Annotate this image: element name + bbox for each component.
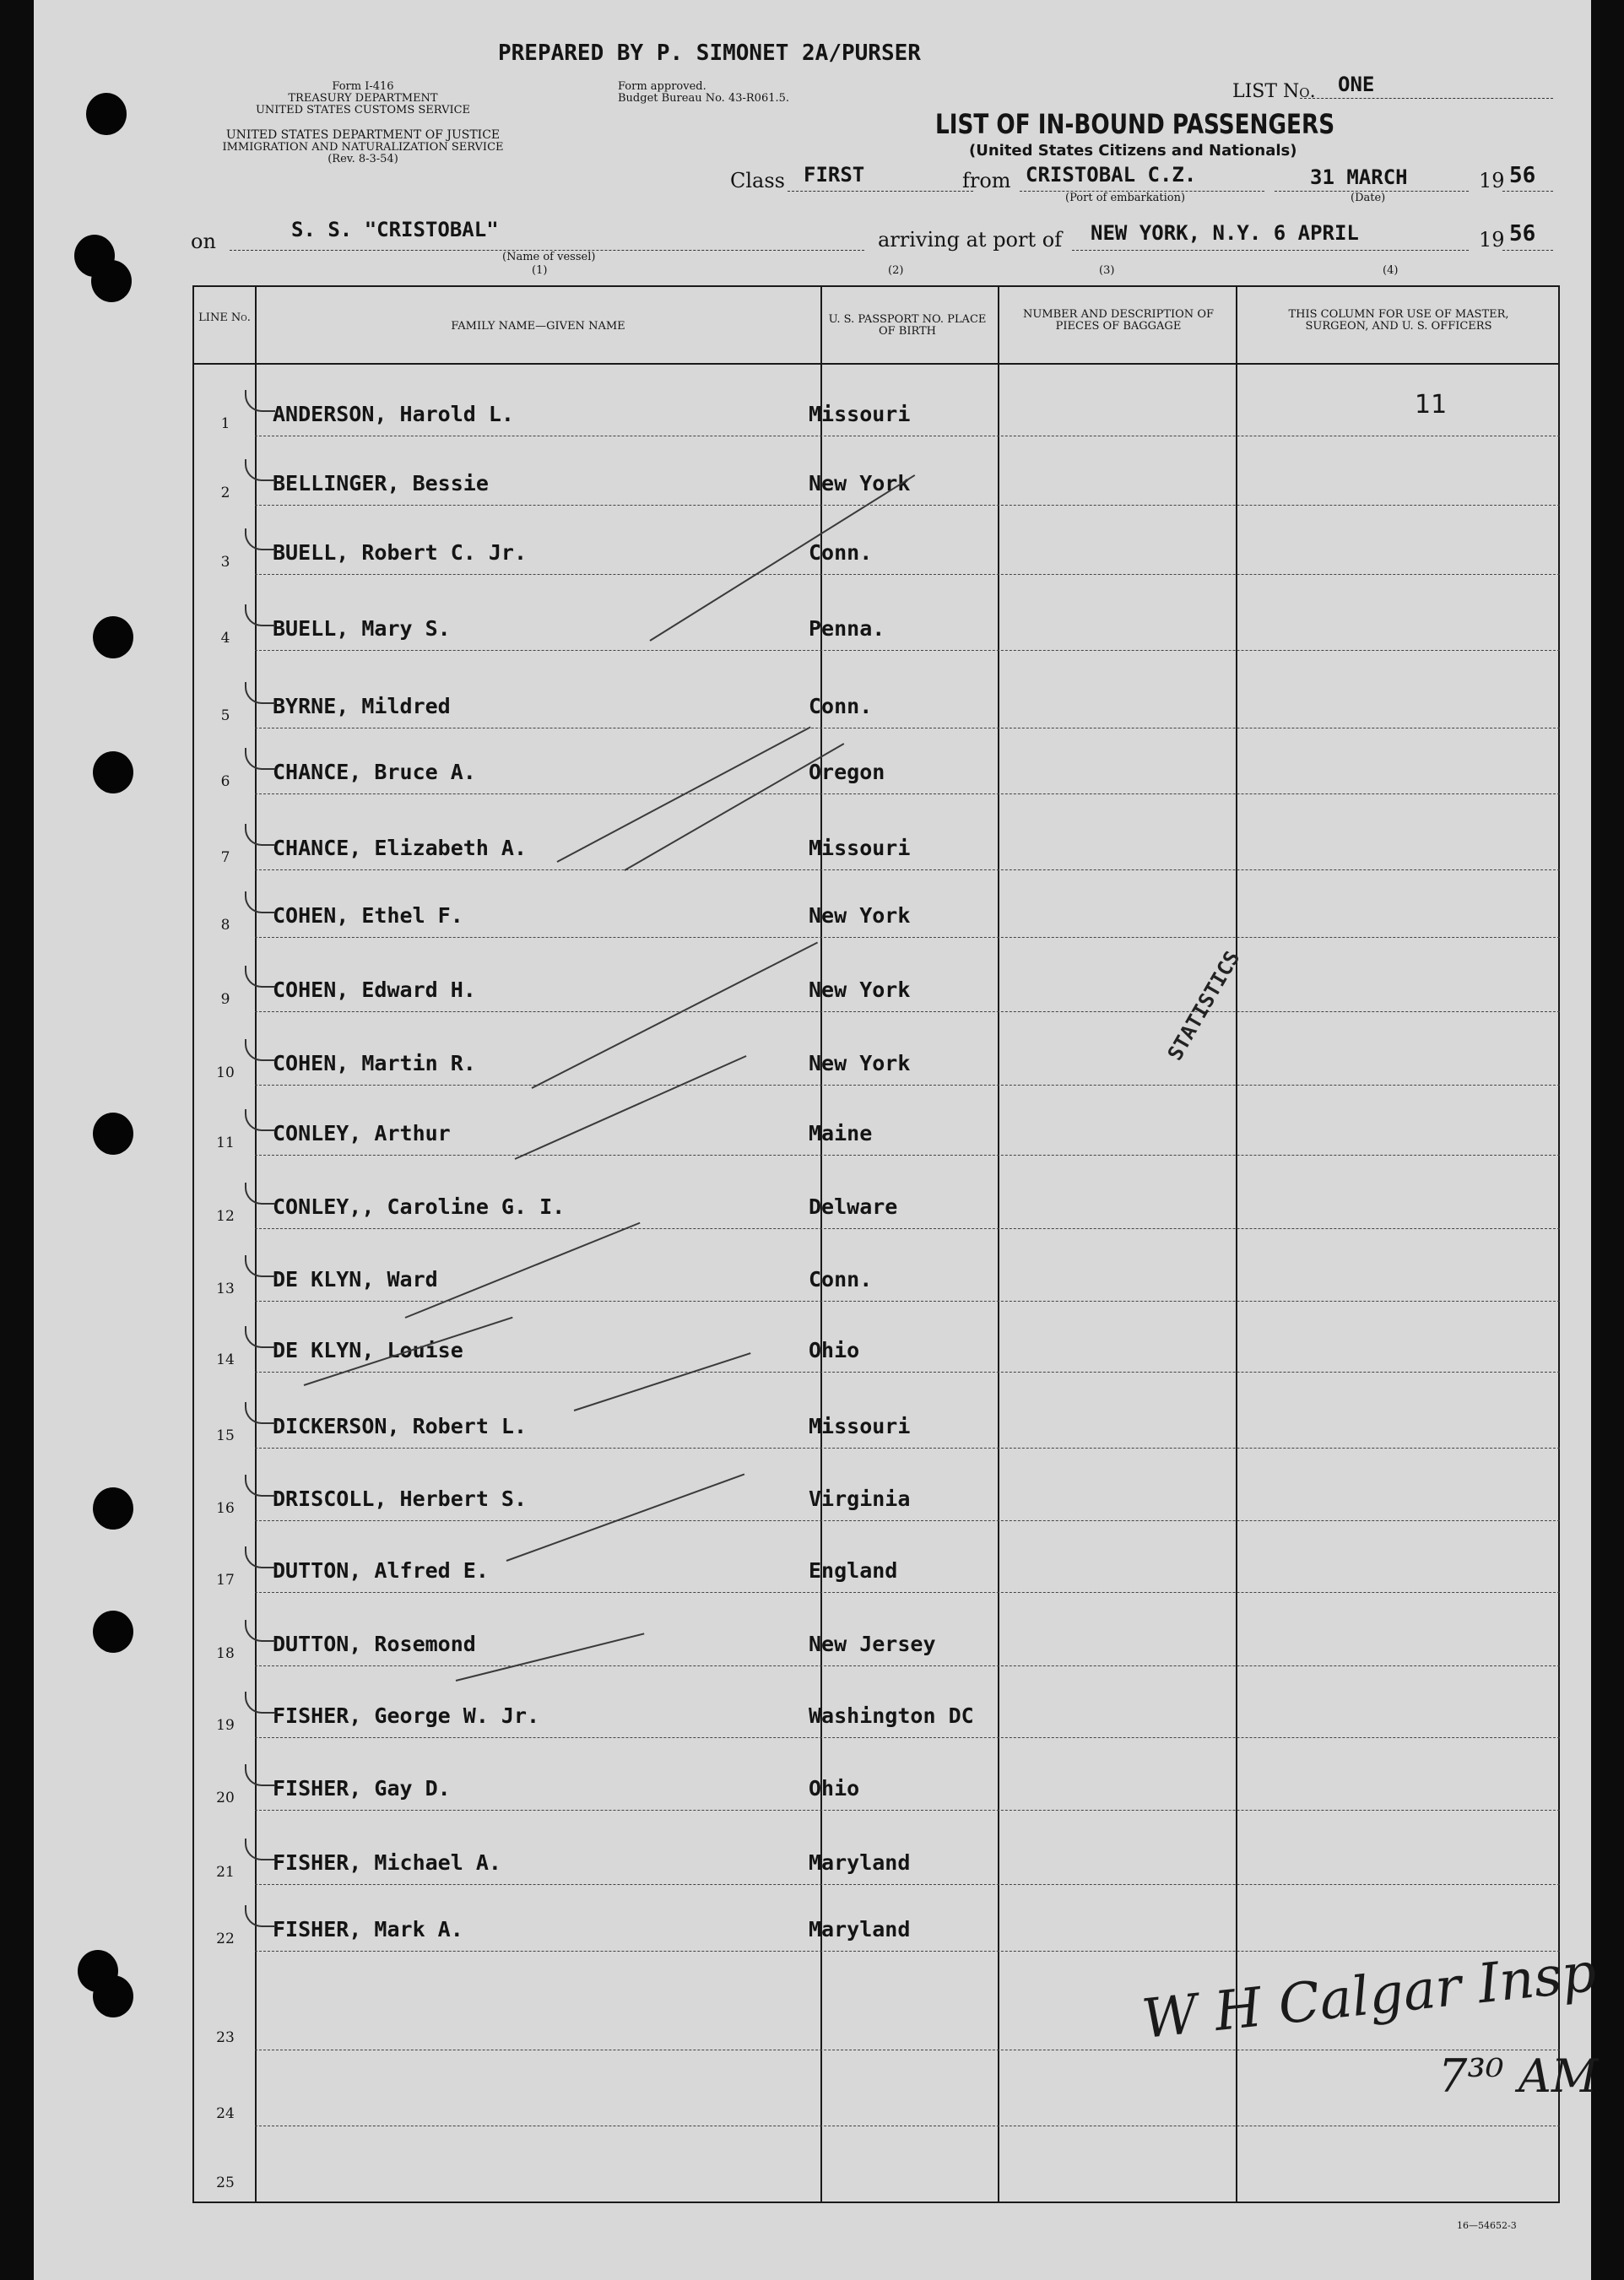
form-approved: Form approved. bbox=[618, 80, 706, 93]
table-row-name: CONLEY,, Caroline G. I. bbox=[273, 1194, 566, 1219]
table-row-place-of-birth: New York bbox=[809, 471, 911, 496]
row-rule bbox=[255, 1665, 1560, 1666]
vessel-value: S. S. "CRISTOBAL" bbox=[291, 218, 499, 241]
class-label: Class bbox=[730, 169, 785, 192]
row-rule bbox=[255, 1737, 1560, 1738]
table-row-name: CHANCE, Bruce A. bbox=[273, 760, 476, 784]
on-label: on bbox=[191, 230, 216, 253]
document-sheet bbox=[34, 0, 1600, 2280]
row-rule bbox=[255, 1301, 1560, 1302]
row-rule bbox=[255, 869, 1560, 870]
punch-hole bbox=[93, 1611, 133, 1653]
table-row-name: BELLINGER, Bessie bbox=[273, 471, 489, 496]
row-rule bbox=[255, 1155, 1560, 1156]
year-prefix: 19 bbox=[1479, 169, 1505, 192]
punch-hole bbox=[86, 93, 127, 135]
prepared-by: PREPARED BY P. SIMONET 2A/PURSER bbox=[498, 41, 921, 66]
row-rule bbox=[255, 1448, 1560, 1449]
caption-4: (4) bbox=[1383, 264, 1399, 277]
table-row-line-no: 18 bbox=[216, 1645, 235, 1662]
table-row-place-of-birth: Delware bbox=[809, 1194, 898, 1219]
row-rule bbox=[255, 1228, 1560, 1229]
table-row-line-no: 5 bbox=[220, 707, 230, 724]
table-row-line-no: 3 bbox=[220, 554, 230, 571]
table-row-line-no: 23 bbox=[216, 2029, 235, 2046]
row-rule bbox=[255, 1884, 1560, 1885]
rev-label: (Rev. 8-3-54) bbox=[328, 153, 398, 165]
row-rule bbox=[255, 1011, 1560, 1012]
table-row-name: CHANCE, Elizabeth A. bbox=[273, 836, 528, 860]
table-row-name: FISHER, Mark A. bbox=[273, 1917, 463, 1942]
table-row-name: COHEN, Edward H. bbox=[273, 978, 476, 1002]
justice-label: UNITED STATES DEPARTMENT OF JUSTICE bbox=[225, 128, 501, 142]
table-row-line-no: 24 bbox=[216, 2105, 235, 2122]
table-row-place-of-birth: Maryland bbox=[809, 1917, 911, 1942]
table-row-place-of-birth: Missouri bbox=[809, 1414, 911, 1438]
budget-bureau: Budget Bureau No. 43-R061.5. bbox=[618, 92, 790, 105]
row-rule bbox=[255, 650, 1560, 651]
col-passport-header: U. S. PASSPORT NO. PLACE OF BIRTH bbox=[828, 313, 987, 338]
treasury-label: TREASURY DEPARTMENT bbox=[288, 92, 438, 105]
class-value: FIRST bbox=[804, 163, 865, 187]
table-row-place-of-birth: Ohio bbox=[809, 1776, 860, 1801]
table-row-line-no: 25 bbox=[216, 2174, 235, 2191]
table-row-line-no: 12 bbox=[216, 1208, 235, 1225]
port-embark-caption: (Port of embarkation) bbox=[1065, 192, 1186, 204]
table-row-name: DE KLYN, Ward bbox=[273, 1267, 438, 1292]
table-row-line-no: 6 bbox=[220, 773, 230, 790]
table-row-place-of-birth: Conn. bbox=[809, 694, 873, 718]
table-row-name: BYRNE, Mildred bbox=[273, 694, 451, 718]
table-row-line-no: 17 bbox=[216, 1572, 235, 1589]
table-row-name: BUELL, Robert C. Jr. bbox=[273, 540, 528, 565]
table-row-line-no: 4 bbox=[220, 630, 230, 647]
table-row-line-no: 15 bbox=[216, 1427, 235, 1444]
caption-2: (2) bbox=[888, 264, 904, 277]
table-row-name: DE KLYN, Louise bbox=[273, 1338, 463, 1362]
table-row-line-no: 20 bbox=[216, 1790, 235, 1806]
punch-hole bbox=[93, 751, 133, 793]
punch-hole bbox=[93, 1487, 133, 1530]
passenger-table bbox=[192, 285, 1560, 2203]
table-row-place-of-birth: Oregon bbox=[809, 760, 885, 784]
from-value: CRISTOBAL C.Z. bbox=[1026, 163, 1197, 187]
depart-date-value: 31 MARCH bbox=[1310, 165, 1408, 189]
table-row-place-of-birth: New Jersey bbox=[809, 1632, 936, 1656]
table-row-line-no: 1 bbox=[220, 415, 230, 432]
table-row-line-no: 7 bbox=[220, 849, 230, 866]
officer-count: 11 bbox=[1415, 390, 1448, 420]
table-row-place-of-birth: Washington DC bbox=[809, 1703, 974, 1728]
table-row-place-of-birth: Ohio bbox=[809, 1338, 860, 1362]
table-row-place-of-birth: Conn. bbox=[809, 540, 873, 565]
row-rule bbox=[255, 793, 1560, 794]
table-row-line-no: 13 bbox=[216, 1281, 235, 1297]
list-no-label: LIST No. bbox=[1232, 81, 1316, 102]
year-suffix: 56 bbox=[1509, 163, 1536, 188]
table-row-name: DUTTON, Alfred E. bbox=[273, 1558, 489, 1583]
table-row-line-no: 2 bbox=[220, 485, 230, 501]
page-subtitle: (United States Citizens and Nationals) bbox=[969, 142, 1297, 160]
punch-hole bbox=[93, 616, 133, 658]
table-row-line-no: 11 bbox=[216, 1135, 235, 1151]
table-row-place-of-birth: Missouri bbox=[809, 402, 911, 426]
table-row-place-of-birth: England bbox=[809, 1558, 898, 1583]
punch-hole bbox=[93, 1113, 133, 1155]
punch-hole bbox=[91, 260, 132, 302]
table-row-place-of-birth: New York bbox=[809, 978, 911, 1002]
caption-1: (1) bbox=[532, 264, 548, 277]
table-row-name: DRISCOLL, Herbert S. bbox=[273, 1487, 528, 1511]
inspector-signature: W H Calgar Insp bbox=[1139, 1941, 1600, 2052]
col-name-header: FAMILY NAME—GIVEN NAME bbox=[451, 320, 625, 333]
row-rule bbox=[255, 1520, 1560, 1521]
arriving-label: arriving at port of bbox=[878, 228, 1063, 252]
table-row-place-of-birth: Virginia bbox=[809, 1487, 911, 1511]
table-row-name: FISHER, Gay D. bbox=[273, 1776, 451, 1801]
table-row-line-no: 10 bbox=[216, 1064, 235, 1081]
punch-hole bbox=[93, 1975, 133, 2017]
signature-time: 7³⁰ AM bbox=[1438, 2050, 1599, 2103]
table-row-place-of-birth: Conn. bbox=[809, 1267, 873, 1292]
caption-3: (3) bbox=[1099, 264, 1115, 277]
table-row-line-no: 9 bbox=[220, 991, 230, 1008]
table-row-place-of-birth: Maine bbox=[809, 1121, 873, 1145]
table-row-line-no: 14 bbox=[216, 1351, 235, 1368]
table-row-place-of-birth: New York bbox=[809, 903, 911, 928]
table-row-name: CONLEY, Arthur bbox=[273, 1121, 451, 1145]
table-row-name: COHEN, Ethel F. bbox=[273, 903, 463, 928]
table-row-place-of-birth: Missouri bbox=[809, 836, 911, 860]
row-rule bbox=[255, 1372, 1560, 1373]
ins-label: IMMIGRATION AND NATURALIZATION SERVICE bbox=[222, 141, 504, 154]
table-row-name: DUTTON, Rosemond bbox=[273, 1632, 476, 1656]
col-line-no-header: LINE No. bbox=[198, 311, 251, 324]
row-rule bbox=[255, 1085, 1560, 1086]
list-no-value: ONE bbox=[1338, 73, 1375, 96]
table-row-line-no: 21 bbox=[216, 1864, 235, 1881]
table-row-line-no: 19 bbox=[216, 1717, 235, 1734]
year-suffix-2: 56 bbox=[1509, 221, 1536, 246]
statistics-stamp: STATISTICS bbox=[1162, 946, 1245, 1064]
table-row-line-no: 16 bbox=[216, 1500, 235, 1517]
arrival-value: NEW YORK, N.Y. 6 APRIL bbox=[1091, 221, 1359, 245]
table-row-place-of-birth: Penna. bbox=[809, 616, 885, 641]
table-row-name: BUELL, Mary S. bbox=[273, 616, 451, 641]
table-row-name: COHEN, Martin R. bbox=[273, 1051, 476, 1075]
table-row-name: ANDERSON, Harold L. bbox=[273, 402, 514, 426]
page-title: LIST OF IN-BOUND PASSENGERS bbox=[935, 108, 1335, 140]
customs-label: UNITED STATES CUSTOMS SERVICE bbox=[255, 104, 471, 116]
form-number: Form I-416 bbox=[332, 80, 394, 93]
row-rule bbox=[255, 1951, 1560, 1952]
footer-code: 16—54652-3 bbox=[1457, 2220, 1517, 2231]
table-row-name: DICKERSON, Robert L. bbox=[273, 1414, 528, 1438]
table-row-name: FISHER, George W. Jr. bbox=[273, 1703, 540, 1728]
table-row-place-of-birth: New York bbox=[809, 1051, 911, 1075]
table-row-line-no: 8 bbox=[220, 917, 230, 934]
table-row-place-of-birth: Maryland bbox=[809, 1850, 911, 1875]
date-caption: (Date) bbox=[1351, 192, 1386, 204]
row-rule bbox=[255, 505, 1560, 506]
vessel-caption: (Name of vessel) bbox=[502, 251, 596, 263]
col-officers-header: THIS COLUMN FOR USE OF MASTER, SURGEON, AND U. S. OFFICERS bbox=[1288, 308, 1509, 333]
table-row-name: FISHER, Michael A. bbox=[273, 1850, 501, 1875]
row-rule bbox=[255, 574, 1560, 575]
row-rule bbox=[255, 1810, 1560, 1811]
table-row-line-no: 22 bbox=[216, 1931, 235, 1947]
row-rule bbox=[255, 1592, 1560, 1593]
row-rule bbox=[255, 937, 1560, 938]
col-baggage-header: NUMBER AND DESCRIPTION OF PIECES OF BAGGAGE bbox=[1022, 308, 1214, 333]
year-prefix-2: 19 bbox=[1479, 228, 1505, 252]
from-label: from bbox=[962, 169, 1011, 192]
